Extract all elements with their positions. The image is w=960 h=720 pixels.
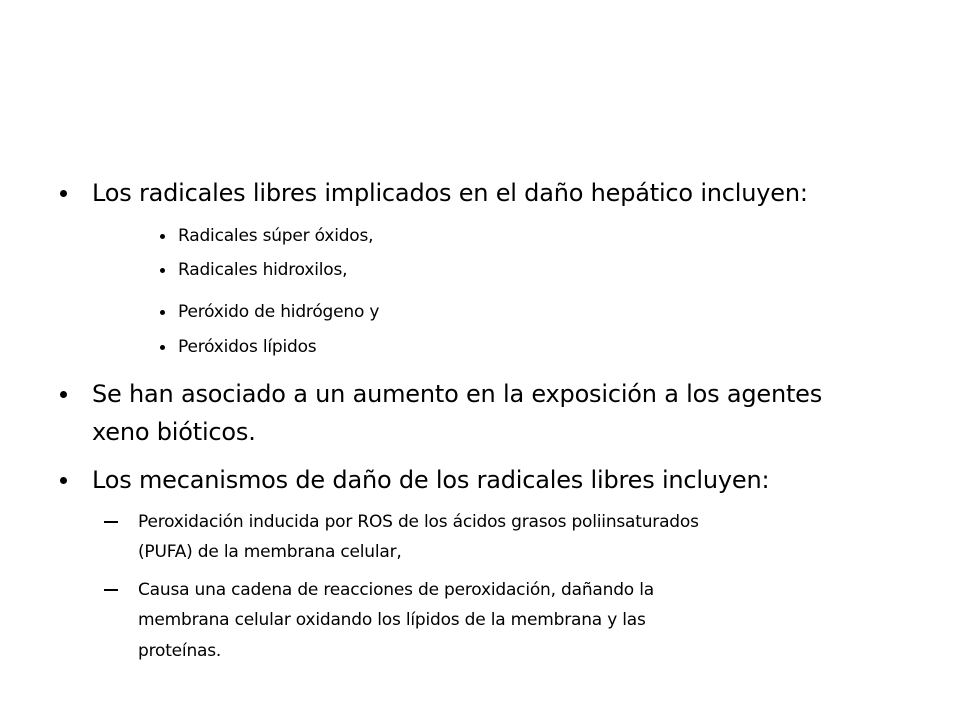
bullet-dot-icon (160, 268, 165, 273)
bullet-3-text: Los mecanismos de daño de los radicales libres incluyen: (92, 466, 770, 494)
bullet-dot-icon (160, 234, 165, 239)
bullet-1-text: Los radicales libres implicados en el daño hepático incluyen: (92, 179, 808, 207)
bullet-2-line-1: Se han asociado a un aumento en la exposición a los agentes (92, 380, 823, 408)
dash-icon (104, 521, 118, 523)
bullet-dot-icon (160, 310, 165, 315)
bullet-dot-icon (160, 345, 165, 350)
subitem-text: Radicales hidroxilos, (178, 260, 348, 280)
subitem-line: proteínas. (138, 641, 222, 661)
bullet-dot-icon (60, 477, 67, 484)
subitem-text: Radicales súper óxidos, (178, 226, 374, 246)
subitem-line: membrana celular oxidando los lípidos de la membrana y las (138, 610, 646, 630)
bullet-dot-icon (60, 391, 67, 398)
subitem-text: Peróxido de hidrógeno y (178, 302, 380, 322)
bullet-2-line-2: xeno bióticos. (92, 418, 256, 446)
subitem-line: Causa una cadena de reacciones de peroxidación, dañando la (138, 580, 654, 600)
subitem-line: Peroxidación inducida por ROS de los ácidos grasos poliinsaturados (138, 512, 699, 532)
dash-icon (104, 589, 118, 591)
subitem-line: (PUFA) de la membrana celular, (138, 542, 402, 562)
bullet-dot-icon (60, 190, 67, 197)
subitem-text: Peróxidos lípidos (178, 337, 317, 357)
